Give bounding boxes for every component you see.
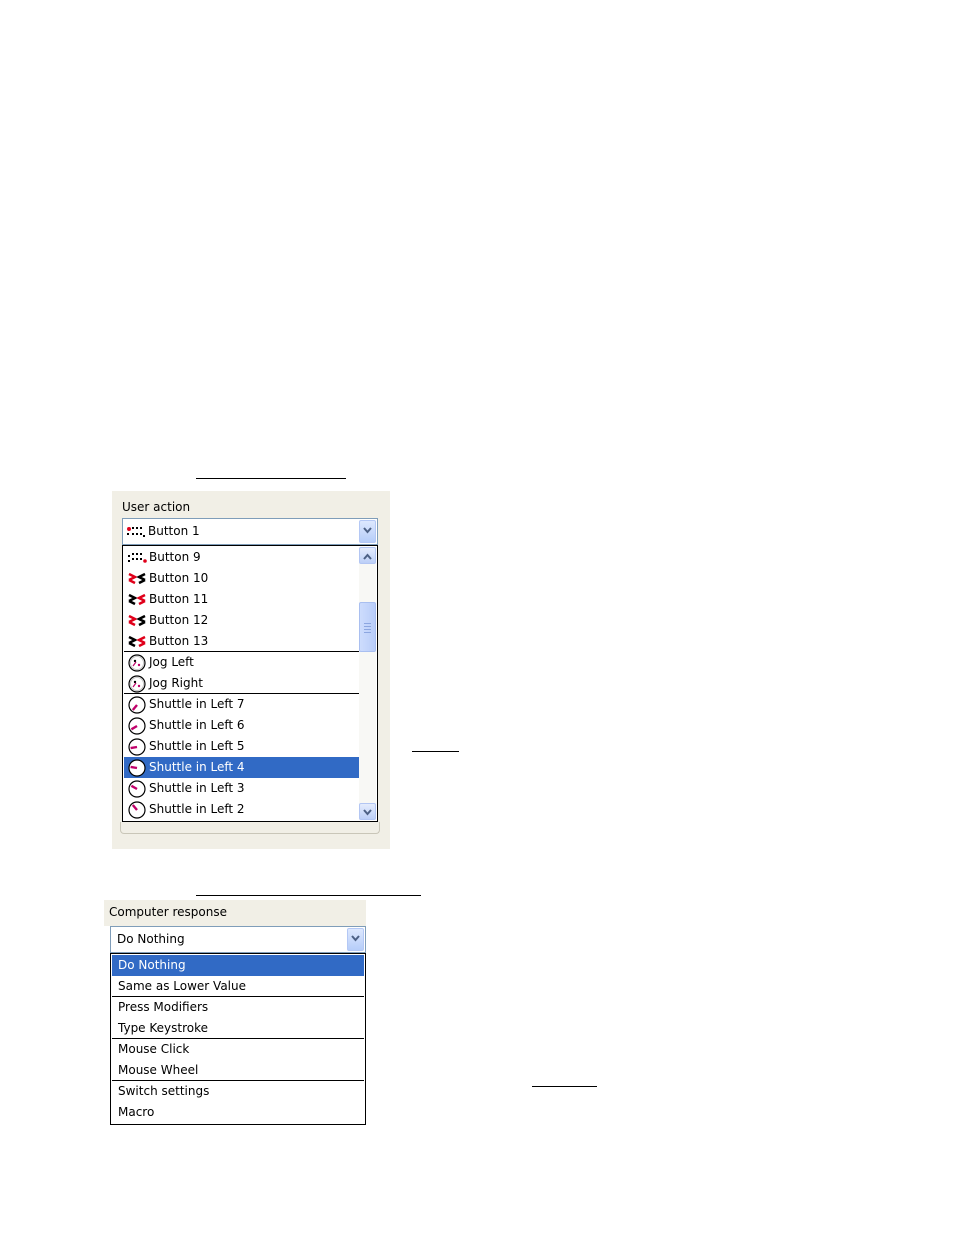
underline-2 bbox=[412, 751, 459, 752]
panel-bottom-edge bbox=[120, 822, 380, 834]
user-action-dropdown-button[interactable] bbox=[359, 520, 376, 543]
user-action-option[interactable] bbox=[124, 736, 359, 757]
shuttle-dial-icon bbox=[127, 801, 147, 819]
scroll-down-button[interactable] bbox=[359, 803, 376, 820]
user-action-option[interactable] bbox=[124, 799, 359, 820]
option-icon-wrap bbox=[127, 696, 145, 714]
jog-dial-icon bbox=[127, 675, 147, 693]
user-action-option[interactable] bbox=[124, 589, 359, 610]
user-action-option[interactable] bbox=[124, 610, 359, 631]
computer-response-option-label: Same as Lower Value bbox=[118, 979, 246, 993]
user-action-option-label: Shuttle in Left 3 bbox=[149, 781, 245, 795]
user-action-option[interactable] bbox=[124, 652, 359, 673]
user-action-option-label: Button 12 bbox=[149, 613, 209, 627]
option-icon-wrap bbox=[127, 654, 145, 672]
computer-response-option[interactable] bbox=[112, 1039, 364, 1060]
computer-response-option[interactable] bbox=[112, 1018, 364, 1039]
underline-3 bbox=[196, 895, 421, 896]
user-action-option[interactable] bbox=[124, 547, 359, 568]
user-action-option[interactable] bbox=[124, 715, 359, 736]
user-action-option[interactable] bbox=[124, 694, 359, 715]
button-chevron-icon bbox=[127, 570, 147, 588]
button-chevron-icon bbox=[127, 633, 147, 651]
computer-response-option-label: Mouse Wheel bbox=[118, 1063, 199, 1077]
option-icon-wrap bbox=[127, 612, 145, 630]
computer-response-option-label: Do Nothing bbox=[118, 958, 186, 972]
option-icon-wrap bbox=[127, 780, 145, 798]
user-action-option[interactable] bbox=[124, 757, 359, 778]
option-icon-wrap bbox=[127, 675, 145, 693]
jog-dial-icon bbox=[127, 654, 147, 672]
computer-response-option[interactable] bbox=[112, 1102, 364, 1123]
computer-response-option-label: Type Keystroke bbox=[118, 1021, 209, 1035]
computer-response-option-label: Switch settings bbox=[118, 1084, 210, 1098]
option-icon-wrap bbox=[127, 591, 145, 609]
user-action-combobox[interactable] bbox=[122, 518, 378, 545]
computer-response-option[interactable] bbox=[112, 1081, 364, 1102]
user-action-option-label: Button 13 bbox=[149, 634, 209, 648]
chevron-up-icon bbox=[363, 553, 372, 560]
option-icon-wrap bbox=[127, 738, 145, 756]
user-action-option-label: Shuttle in Left 4 bbox=[149, 760, 245, 774]
computer-response-dropdown-button[interactable] bbox=[347, 928, 364, 951]
underline-4 bbox=[532, 1086, 597, 1087]
user-action-option-label: Shuttle in Left 7 bbox=[149, 697, 245, 711]
computer-response-dropdown-list[interactable] bbox=[110, 953, 366, 1125]
computer-response-option[interactable] bbox=[112, 997, 364, 1018]
shuttle-dial-icon bbox=[127, 780, 147, 798]
user-action-option[interactable] bbox=[124, 778, 359, 799]
shuttle-dial-icon bbox=[127, 696, 147, 714]
option-icon-wrap bbox=[127, 759, 145, 777]
scrollbar-thumb[interactable] bbox=[359, 602, 376, 652]
user-action-option-label: Button 9 bbox=[149, 550, 201, 564]
computer-response-panel bbox=[104, 900, 366, 1126]
computer-response-option-label: Press Modifiers bbox=[118, 1000, 209, 1014]
option-icon-wrap bbox=[127, 549, 145, 567]
computer-response-option[interactable] bbox=[112, 976, 364, 997]
computer-response-label: Computer response bbox=[109, 905, 227, 919]
shuttle-dial-icon bbox=[127, 717, 147, 735]
scroll-up-button[interactable] bbox=[359, 547, 376, 564]
user-action-option-label: Jog Right bbox=[149, 676, 203, 690]
user-action-option-label: Shuttle in Left 5 bbox=[149, 739, 245, 753]
button-dots-icon bbox=[127, 549, 147, 567]
chevron-down-icon bbox=[363, 527, 372, 534]
user-action-option-label: Button 10 bbox=[149, 571, 209, 585]
computer-response-option-label: Macro bbox=[118, 1105, 155, 1119]
user-action-option-label: Shuttle in Left 6 bbox=[149, 718, 245, 732]
computer-response-option[interactable] bbox=[112, 1060, 364, 1081]
user-action-option[interactable] bbox=[124, 631, 359, 652]
user-action-dropdown-list[interactable] bbox=[122, 545, 378, 822]
option-icon-wrap bbox=[127, 717, 145, 735]
option-icon-wrap bbox=[127, 570, 145, 588]
user-action-option-label: Button 11 bbox=[149, 592, 209, 606]
shuttle-dial-icon bbox=[127, 738, 147, 756]
chevron-down-icon bbox=[351, 935, 360, 942]
user-action-option-label: Jog Left bbox=[149, 655, 194, 669]
user-action-option[interactable] bbox=[124, 568, 359, 589]
shuttle-dial-icon bbox=[127, 759, 147, 777]
chevron-down-icon bbox=[363, 809, 372, 816]
computer-response-option-label: Mouse Click bbox=[118, 1042, 190, 1056]
user-action-selected-value: Button 1 bbox=[148, 524, 200, 538]
button-chevron-icon bbox=[127, 612, 147, 630]
button-chevron-icon bbox=[127, 591, 147, 609]
user-action-option[interactable] bbox=[124, 673, 359, 694]
option-icon-wrap bbox=[127, 801, 145, 819]
button-dots-icon bbox=[126, 525, 146, 539]
option-icon-wrap bbox=[127, 633, 145, 651]
user-action-label: User action bbox=[122, 500, 191, 514]
user-action-scrollbar[interactable] bbox=[359, 547, 376, 820]
underline-1 bbox=[196, 478, 346, 479]
computer-response-selected-value: Do Nothing bbox=[117, 932, 185, 946]
user-action-panel bbox=[112, 491, 390, 849]
computer-response-combobox[interactable] bbox=[110, 926, 366, 953]
computer-response-option[interactable] bbox=[112, 955, 364, 976]
user-action-option-label: Shuttle in Left 2 bbox=[149, 802, 245, 816]
